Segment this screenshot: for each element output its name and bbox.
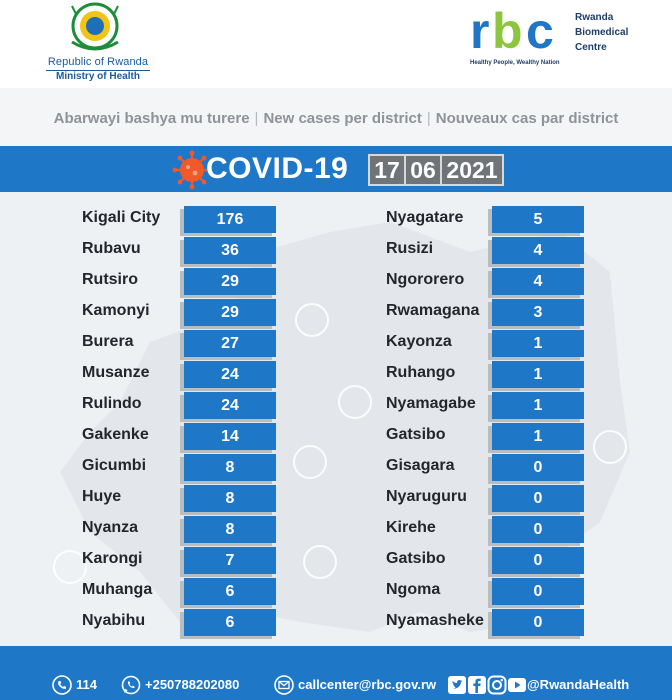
district-row: [82, 454, 282, 481]
svg-text:c: c: [526, 6, 554, 58]
whatsapp-icon: [121, 675, 141, 695]
district-cases: 1: [492, 392, 584, 419]
district-name: Nyagatare: [386, 209, 464, 226]
district-row: [82, 299, 282, 326]
district-name: Ngoma: [386, 581, 441, 598]
hotline-number[interactable]: 114: [76, 677, 97, 692]
svg-text:r: r: [470, 6, 490, 58]
district-cases: 1: [492, 330, 584, 357]
date-year: 2021: [440, 154, 504, 186]
district-cases: 6: [184, 609, 276, 636]
district-cases: 3: [492, 299, 584, 326]
date-month: 06: [404, 154, 442, 186]
district-name: Burera: [82, 333, 134, 350]
district-cases: 8: [184, 454, 276, 481]
district-row: [386, 361, 588, 388]
district-row: [386, 454, 588, 481]
district-row: [82, 330, 282, 357]
district-name: Ngororero: [386, 271, 465, 288]
district-row: [386, 547, 588, 574]
district-cases: 29: [184, 299, 276, 326]
district-cases: 4: [492, 237, 584, 264]
district-name: Kirehe: [386, 519, 436, 536]
district-row: [82, 578, 282, 605]
district-cases: 1: [492, 423, 584, 450]
header: [0, 0, 672, 88]
subtitle: [0, 110, 672, 127]
district-name: Kamonyi: [82, 302, 150, 319]
district-row: [386, 268, 588, 295]
district-name: Rwamagana: [386, 302, 480, 319]
district-row: [386, 516, 588, 543]
district-row: [386, 330, 588, 357]
district-cases: 4: [492, 268, 584, 295]
facebook-icon[interactable]: [467, 675, 487, 695]
district-cases: 0: [492, 485, 584, 512]
district-row: [386, 578, 588, 605]
twitter-icon[interactable]: [447, 675, 467, 695]
district-row: [386, 237, 588, 264]
district-row: [82, 609, 282, 636]
district-name: Gisagara: [386, 457, 455, 474]
district-row: [386, 423, 588, 450]
district-row: [386, 299, 588, 326]
district-cases: 6: [184, 578, 276, 605]
district-cases: 0: [492, 516, 584, 543]
district-cases: 0: [492, 547, 584, 574]
district-name: Kayonza: [386, 333, 452, 350]
district-row: [82, 392, 282, 419]
district-name: Karongi: [82, 550, 143, 567]
district-cases: 8: [184, 516, 276, 543]
district-name: Gakenke: [82, 426, 149, 443]
rbc-logo: [470, 6, 570, 58]
district-cases: 27: [184, 330, 276, 357]
district-name: Nyaruguru: [386, 488, 467, 505]
district-name: Huye: [82, 488, 122, 505]
district-cases: 1: [492, 361, 584, 388]
district-cases: 0: [492, 578, 584, 605]
instagram-icon[interactable]: [487, 675, 507, 695]
district-name: Rulindo: [82, 395, 142, 412]
district-name: Musanze: [82, 364, 150, 381]
rwanda-seal-icon: [62, 0, 128, 54]
rbc-name: [575, 10, 655, 55]
district-cases: 36: [184, 237, 276, 264]
subtitle-french: Nouveaux cas par district: [435, 110, 619, 127]
rbc-name-line3: Centre: [575, 42, 607, 53]
subtitle-separator: |: [254, 110, 259, 127]
left-org-line1: Republic of Rwanda: [47, 56, 149, 68]
district-name: Ruhango: [386, 364, 456, 381]
district-row: [386, 206, 588, 233]
district-row: [386, 485, 588, 512]
banner-title: COVID-19: [206, 152, 349, 185]
district-name: Gicumbi: [82, 457, 147, 474]
district-cases: 24: [184, 392, 276, 419]
district-name: Rusizi: [386, 240, 434, 257]
district-name: Nyabihu: [82, 612, 146, 629]
district-row: [82, 423, 282, 450]
subtitle-kinyarwanda: Abarwayi bashya mu turere: [53, 110, 250, 127]
district-name: Gatsibo: [386, 550, 446, 567]
district-name: Nyamagabe: [386, 395, 476, 412]
email-icon: [274, 675, 294, 695]
district-row: [82, 206, 282, 233]
svg-text:b: b: [492, 6, 523, 58]
district-name: Rubavu: [82, 240, 141, 257]
district-name: Rutsiro: [82, 271, 138, 288]
district-cases: 0: [492, 609, 584, 636]
district-cases: 29: [184, 268, 276, 295]
date-day: 17: [368, 154, 406, 186]
district-cases: 24: [184, 361, 276, 388]
subtitle-english: New cases per district: [263, 110, 422, 127]
rbc-tagline: Healthy People, Wealthy Nation: [470, 60, 560, 66]
district-name: Muhanga: [82, 581, 153, 598]
subtitle-separator: |: [426, 110, 431, 127]
district-row: [82, 361, 282, 388]
rbc-name-line1: Rwanda: [575, 12, 614, 23]
district-cases: 176: [184, 206, 276, 233]
district-row: [82, 237, 282, 264]
district-cases: 8: [184, 485, 276, 512]
youtube-icon[interactable]: [507, 675, 527, 695]
district-name: Kigali City: [82, 209, 161, 226]
district-row: [82, 268, 282, 295]
district-cases: 0: [492, 454, 584, 481]
district-name: Nyanza: [82, 519, 139, 536]
district-name: Gatsibo: [386, 426, 446, 443]
email-address[interactable]: callcenter@rbc.gov.rw: [298, 677, 437, 692]
district-name: Nyamasheke: [386, 612, 484, 629]
social-handle[interactable]: @RwandaHealth: [527, 677, 630, 692]
left-org-line2: Ministry of Health: [56, 71, 140, 82]
rbc-name-line2: Biomedical: [575, 27, 629, 38]
district-row: [386, 392, 588, 419]
district-row: [386, 609, 588, 636]
district-row: [82, 547, 282, 574]
whatsapp-number[interactable]: +250788202080: [145, 677, 240, 692]
district-row: [82, 516, 282, 543]
district-cases: 14: [184, 423, 276, 450]
district-row: [82, 485, 282, 512]
phone-icon: [52, 675, 72, 695]
district-cases: 7: [184, 547, 276, 574]
district-cases: 5: [492, 206, 584, 233]
